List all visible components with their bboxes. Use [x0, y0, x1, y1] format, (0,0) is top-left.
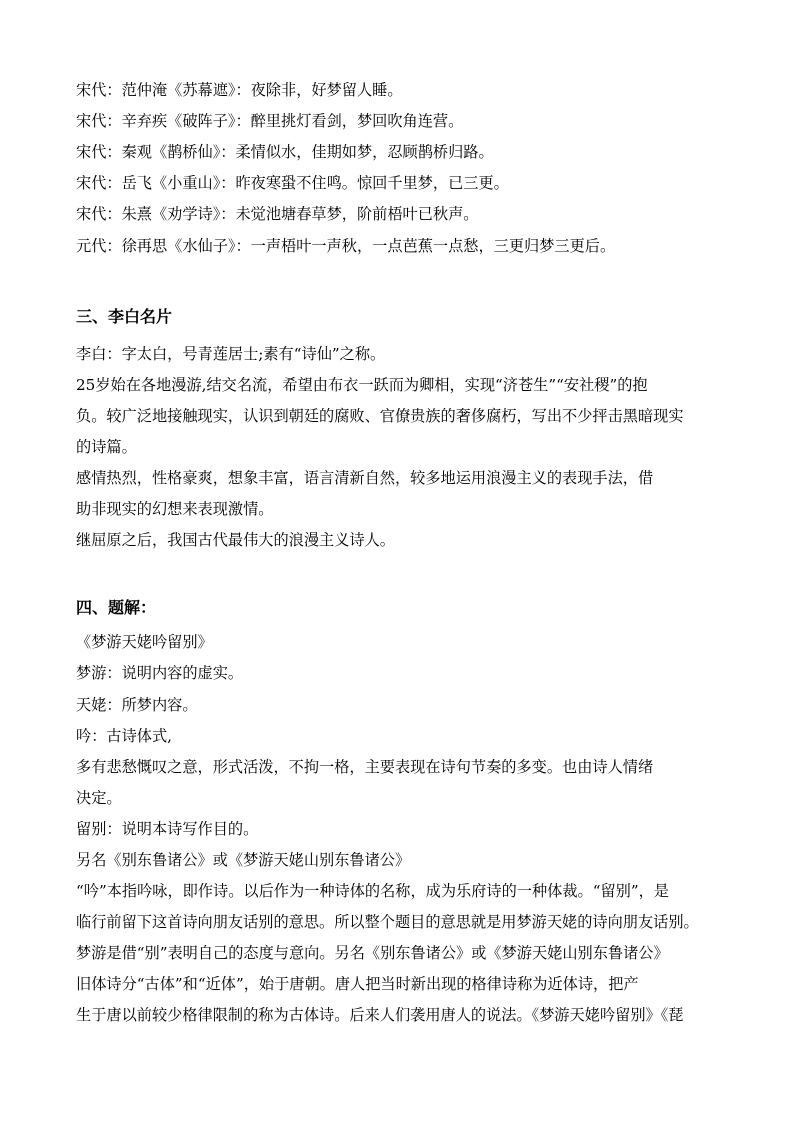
section-heading-tijie: 四、题解：	[76, 598, 157, 617]
paragraph-line: 多有悲愁慨叹之意，形式活泼，不拘一格，主要表现在诗句节奏的多变。也由诗人情绪	[76, 758, 654, 776]
poem-line: 宋代：秦观《鹊桥仙》：柔情似水，佳期如梦，忍顾鹊桥归路。	[76, 143, 494, 161]
paragraph-line: 留别：说明本诗写作目的。	[76, 820, 259, 838]
paragraph-line: 感情热烈，性格豪爽，想象丰富，语言清新自然，较多地运用浪漫主义的表现手法，借	[76, 469, 654, 487]
paragraph-line: 继屈原之后，我国古代最伟大的浪漫主义诗人。	[76, 531, 395, 549]
poem-line: 元代：徐再思《水仙子》：一声梧叶一声秋，一点芭蕉一点愁，三更归梦三更后。	[76, 237, 616, 255]
paragraph-line: 《梦游天姥吟留别》	[76, 633, 213, 651]
paragraph-line: 决定。	[76, 789, 122, 807]
paragraph-line: 梦游是借“别”表明自己的态度与意向。另名《别东鲁诸公》或《梦游天姥山别东鲁诸公》	[76, 944, 669, 962]
paragraph-line: 天姥：所梦内容。	[76, 696, 198, 714]
paragraph-line: 生于唐以前较少格律限制的称为古体诗。后来人们袭用唐人的说法。《梦游天姥吟留别》《琵	[76, 1006, 684, 1024]
paragraph-line: 李白：字太白，号青莲居士;素有“诗仙”之称。	[76, 345, 386, 363]
paragraph-line: 助非现实的幻想来表现激情。	[76, 500, 274, 518]
poem-line: 宋代：范仲淹《苏幕遮》：夜除非，好梦留人睡。	[76, 81, 403, 99]
poem-line: 宋代：辛弃疾《破阵子》：醉里挑灯看剑，梦回吹角连营。	[76, 112, 464, 130]
section-heading-libai: 三、李白名片	[76, 307, 173, 326]
paragraph-line: 25岁始在各地漫游,结交名流，希望由布衣一跃而为卿相，实现“济苍生”“安社稷”的抱	[76, 376, 648, 394]
paragraph-line: “吟”本指吟咏，即作诗。以后作为一种诗体的名称，成为乐府诗的一种体裁。“留别”，是	[76, 882, 669, 900]
paragraph-line: 负。较广泛地接触现实，认识到朝廷的腐败、官僚贵族的奢侈腐朽，写出不少抨击黑暗现实	[76, 407, 684, 425]
poem-line: 宋代：朱熹《劝学诗》：未觉池塘春草梦，阶前梧叶已秋声。	[76, 205, 479, 223]
paragraph-line: 的诗篇。	[76, 438, 137, 456]
poem-line: 宋代：岳飞《小重山》：昨夜寒蛩不住鸣。惊回千里梦，已三更。	[76, 174, 509, 192]
paragraph-line: 旧体诗分“古体”和“近体”，始于唐朝。唐人把当时新出现的格律诗称为近体诗，把产	[76, 975, 639, 993]
paragraph-line: 梦游：说明内容的虚实。	[76, 664, 244, 682]
paragraph-line: 临行前留下这首诗向朋友话别的意思。所以整个题目的意思就是用梦游天姥的诗向朋友话别。	[76, 913, 699, 931]
paragraph-line: 另名《别东鲁诸公》或《梦游天姥山别东鲁诸公》	[76, 851, 411, 869]
paragraph-line: 吟：古诗体式,	[76, 727, 172, 745]
